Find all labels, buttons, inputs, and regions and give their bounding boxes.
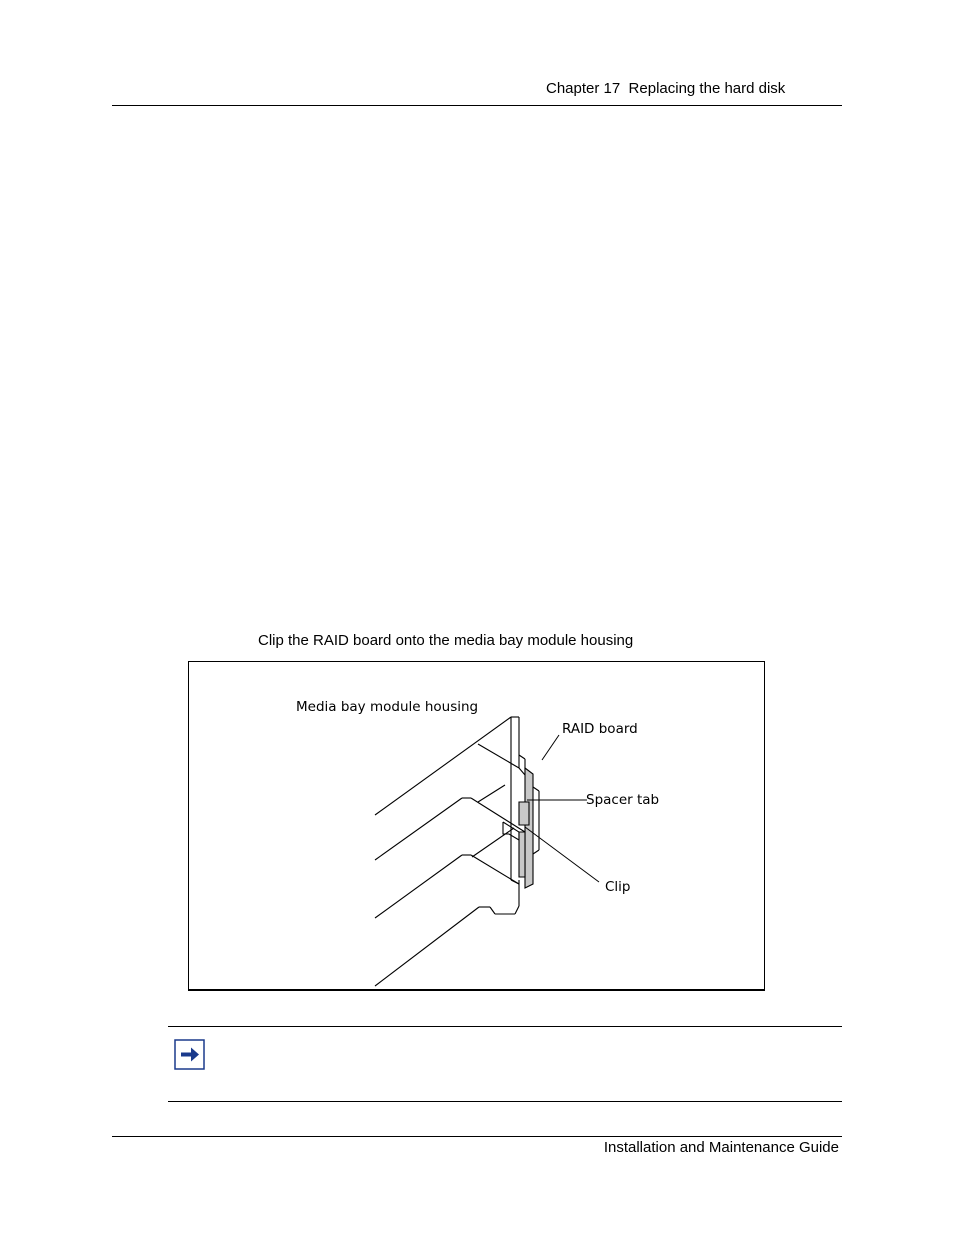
- label-raid-board: RAID board: [562, 721, 638, 737]
- label-clip: Clip: [605, 879, 631, 895]
- raid-board-diagram: [189, 662, 766, 992]
- guide-title: Installation and Maintenance Guide: [603, 1139, 839, 1156]
- arrow-right-icon: [174, 1039, 205, 1070]
- footer-rule: [112, 1136, 842, 1137]
- label-spacer-tab: Spacer tab: [586, 792, 660, 808]
- figure-illustration: [188, 661, 765, 991]
- label-media-bay-housing: Media bay module housing: [296, 699, 479, 715]
- note-bottom-rule: [168, 1101, 842, 1102]
- header-rule: [112, 105, 842, 106]
- chapter-title: Chapter 17 Replacing the hard disk: [546, 80, 786, 97]
- note-top-rule: [168, 1026, 842, 1027]
- figure-caption: Clip the RAID board onto the media bay module housing: [258, 632, 634, 649]
